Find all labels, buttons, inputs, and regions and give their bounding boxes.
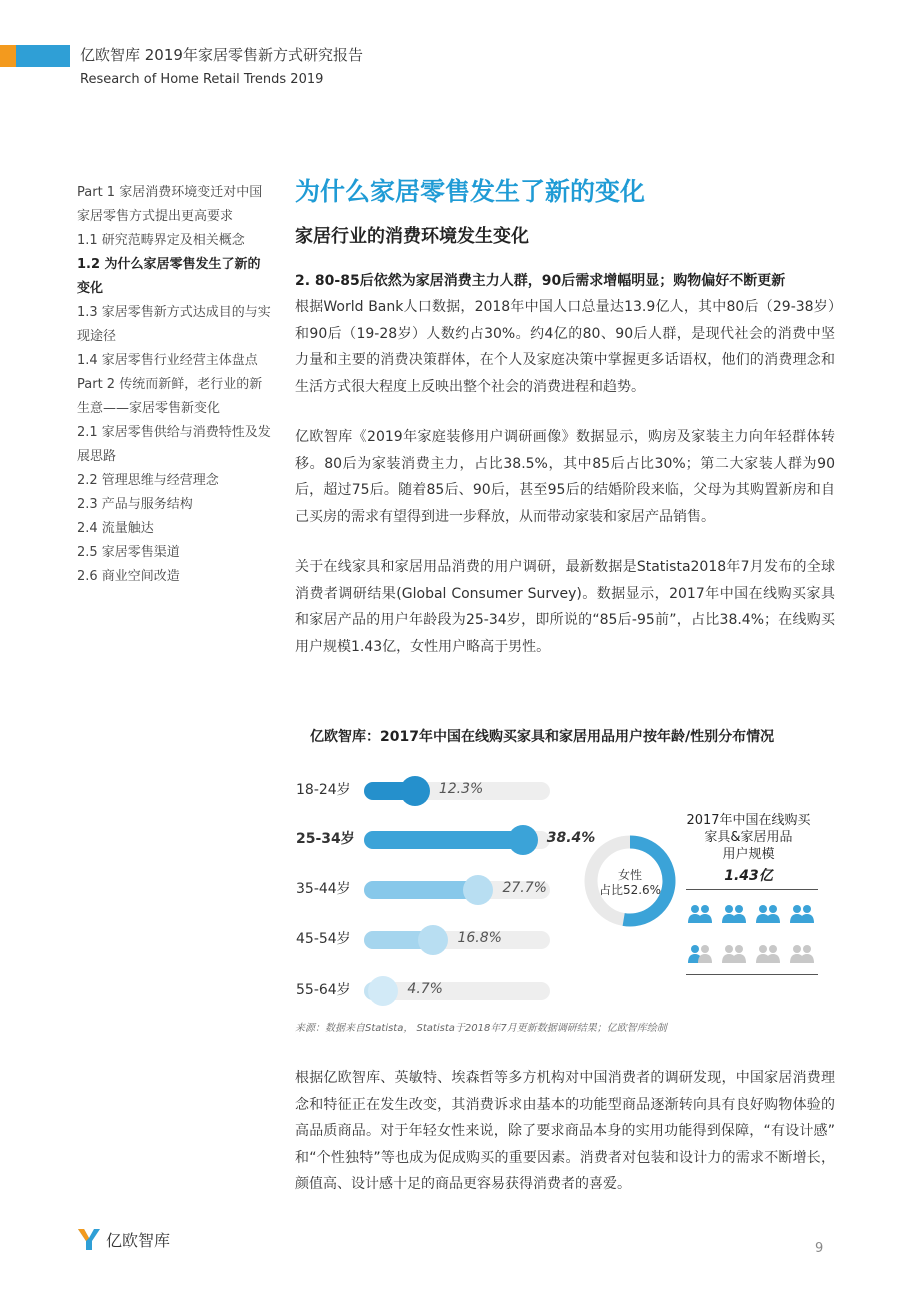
toc-item[interactable]: Part 2 传统而新鲜，老行业的新生意——家居零售新变化 <box>77 377 263 416</box>
bar-end-dot <box>418 925 448 955</box>
donut-label-line1: 女性 <box>617 868 642 882</box>
user-scale-title-1: 2017年中国在线购买 <box>686 813 811 828</box>
toc-item[interactable]: 2.5 家居零售渠道 <box>77 545 180 560</box>
age-distribution-chart <box>290 760 610 1020</box>
bar-row <box>290 923 600 953</box>
bar-end-dot <box>463 875 493 905</box>
bar-category-label: 55-64岁 <box>296 982 351 998</box>
people-icon-grey <box>754 942 782 964</box>
people-icon-grey <box>788 942 816 964</box>
bar-value-label: 16.8% <box>457 930 502 946</box>
paragraph-survey: 亿欧智库《2019年家庭装修用户调研画像》数据显示，购房及家装主力向年轻群体转移。80后为家装消费主力，占比38.5%，其中85后占比30%；第二大家装人群为90后，超过75后。随着85后、90后，甚至95后的结婚阶段来临，父母为其购置新房和自己买房的需求有望得到进一步释放，从而带动家装和家居产品销售。 <box>295 429 835 525</box>
chart-title: 亿欧智库：2017年中国在线购买家具和家居用品用户按年龄/性别分布情况 <box>310 729 775 745</box>
report-subtitle: Research of Home Retail Trends 2019 <box>80 72 324 87</box>
divider <box>686 889 818 890</box>
paragraph-statista: 关于在线家具和家居用品消费的用户调研，最新数据是Statista2018年7月发布的全球消费者调研结果(Global Consumer Survey)。数据显示，2017年中国在线购买家具和家居产品的用户年龄段为25-34岁，即所说的“85后-95前”，占比38.4%；在线购买用户规模1.43亿，女性用户略高于男性。 <box>295 559 835 655</box>
bar <box>364 881 478 899</box>
toc-item[interactable]: 2.1 家居零售供给与消费特性及发展思路 <box>77 425 271 464</box>
bar-value-label: 27.7% <box>502 880 547 896</box>
bar-row <box>290 873 600 903</box>
user-scale-title-3: 用户规模 <box>722 847 775 862</box>
header-accent-orange <box>0 45 16 67</box>
bar-category-label: 25-34岁 <box>296 831 355 847</box>
bar-row <box>290 774 600 804</box>
bar-category-label: 18-24岁 <box>296 782 351 798</box>
toc-item-active[interactable]: 1.2 为什么家居零售发生了新的变化 <box>77 257 261 296</box>
bar-category-label: 35-44岁 <box>296 881 351 897</box>
toc-item[interactable]: 2.2 管理思维与经营理念 <box>77 473 219 488</box>
people-icon-grey <box>720 942 748 964</box>
toc-item[interactable]: 2.4 流量触达 <box>77 521 154 536</box>
toc-item[interactable]: 1.1 研究范畴界定及相关概念 <box>77 233 245 248</box>
page-subtitle: 家居行业的消费环境发生变化 <box>295 226 529 247</box>
bar-end-dot <box>400 776 430 806</box>
bar-value-label: 4.7% <box>407 981 443 997</box>
toc-item[interactable]: 2.3 产品与服务结构 <box>77 497 193 512</box>
table-of-contents <box>77 181 272 589</box>
header-accent-blue <box>16 45 70 67</box>
donut-label <box>582 868 678 898</box>
bar-value-label: 38.4% <box>546 830 596 846</box>
user-scale-box <box>676 812 821 885</box>
people-icon <box>686 902 714 924</box>
toc-item[interactable]: 1.4 家居零售行业经营主体盘点 <box>77 353 258 368</box>
paragraph-world-bank: 根据World Bank人口数据，2018年中国人口总量达13.9亿人，其中80后（29-38岁）和90后（19-28岁）人数约占30%。约4亿的80、90后人群，是现代社会的消费中坚力量和主要的消费决策群体，在个人及家庭决策中掌握更多话语权，他们的消费理念和生活方式很大程度上反映出整个社会的消费进程和趋势。 <box>295 299 835 395</box>
bar-end-dot <box>508 825 538 855</box>
bar-value-label: 12.3% <box>438 781 484 797</box>
report-title: 亿欧智库 2019年家居零售新方式研究报告 <box>80 46 363 64</box>
divider <box>686 974 818 975</box>
logo-text: 亿欧智库 <box>106 1230 171 1250</box>
page-title: 为什么家居零售发生了新的变化 <box>295 177 646 206</box>
paragraph-consumer-trends: 根据亿欧智库、英敏特、埃森哲等多方机构对中国消费者的调研发现，中国家居消费理念和特征正在发生改变，其消费诉求由基本的功能型商品逐渐转向具有良好购物体验的高品质商品。对于年轻女性来说，除了要求商品本身的实用功能得到保障，“有设计感” 和“个性独特”等也成为促成购买的重要因素。消费者对包装和设计力的需求不断增长，颜值高、设计感十足的商品更容易获得消费者的喜爱。 <box>295 1070 835 1192</box>
bar-row <box>290 823 600 853</box>
user-scale-value: 1.43亿 <box>724 868 773 884</box>
bar-row <box>290 974 600 1004</box>
page-number: 9 <box>815 1241 824 1256</box>
people-icon-partial <box>686 942 714 964</box>
user-scale-title-2: 家具&家居用品 <box>704 830 793 845</box>
logo-icon <box>76 1226 102 1252</box>
bar-end-dot <box>368 976 398 1006</box>
toc-item[interactable]: 1.3 家居零售新方式达成目的与实现途径 <box>77 305 271 344</box>
people-icon <box>754 902 782 924</box>
company-logo <box>76 1226 170 1252</box>
main-content <box>295 172 835 684</box>
people-icons-row-grey <box>686 942 816 966</box>
bar-category-label: 45-54岁 <box>296 931 351 947</box>
toc-item[interactable]: 2.6 商业空间改造 <box>77 569 180 584</box>
chart-source-note: 来源：数据来自Statista， Statista于2018年7月更新数据调研结果；亿欧智库绘制 <box>295 1023 667 1034</box>
bar <box>364 831 523 849</box>
donut-label-line2: 占比52.6% <box>598 883 662 897</box>
people-icons-row-blue <box>686 902 816 926</box>
toc-item[interactable]: Part 1 家居消费环境变迁对中国家居零售方式提出更高要求 <box>77 185 263 224</box>
section-heading: 2. 80-85后依然为家居消费主力人群，90后需求增幅明显；购物偏好不断更新 <box>295 273 786 289</box>
people-icon <box>788 902 816 924</box>
people-icon <box>720 902 748 924</box>
